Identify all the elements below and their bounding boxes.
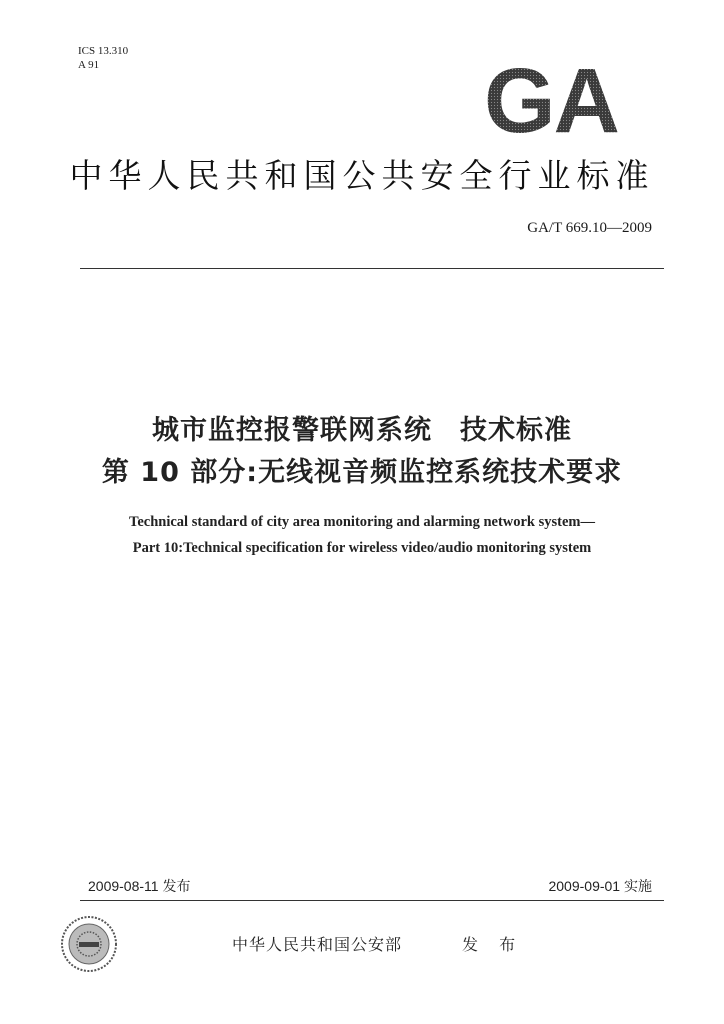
issuer-action: 发 布 — [462, 935, 524, 954]
standard-number: GA/T 669.10—2009 — [527, 220, 652, 236]
title-cn-line1: 城市监控报警联网系统 技术标准 — [152, 415, 572, 446]
publisher-seal-icon — [60, 915, 118, 973]
implementation-date: 2009-09-01 实施 — [548, 878, 652, 894]
header-divider — [80, 268, 664, 269]
ga-logo — [484, 56, 634, 140]
ga-logo-graphic — [484, 56, 634, 140]
classification-codes — [78, 44, 128, 72]
ccs-code: A 91 — [78, 59, 100, 71]
ics-code: ICS 13.310 — [78, 45, 129, 57]
title-cn-line2: 第 10 部分:无线视音频监控系统技术要求 — [101, 457, 623, 488]
issuer-name: 中华人民共和国公安部 — [232, 935, 403, 954]
organization-title: 中华人民共和国公共安全行业标准 — [69, 156, 655, 195]
title-en-line1: Technical standard of city area monitoring and alarming network system— — [128, 514, 595, 530]
issue-date: 2009-08-11 发布 — [88, 878, 191, 894]
title-en-line2: Part 10:Technical specification for wireless video/audio monitoring system — [132, 540, 592, 556]
ga-logo-text: GA — [484, 56, 618, 140]
footer-divider — [80, 900, 664, 901]
